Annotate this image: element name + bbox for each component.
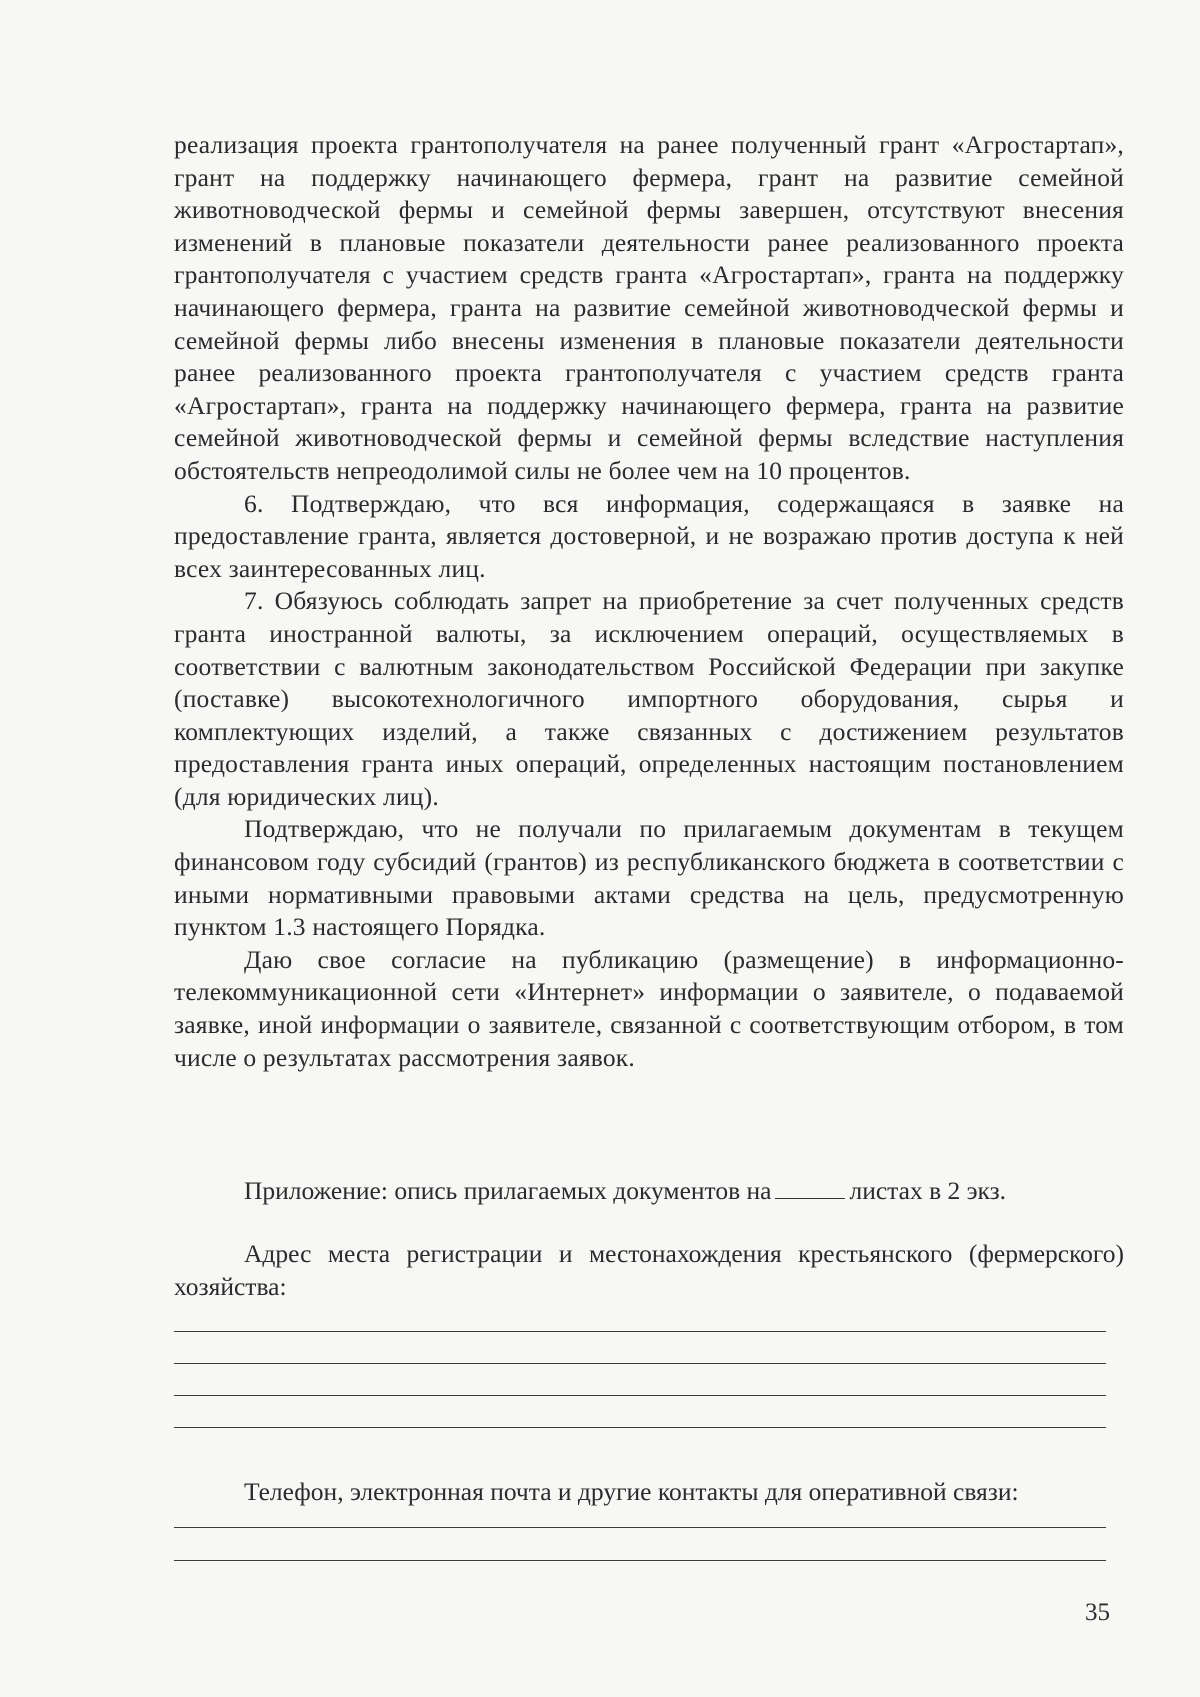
address-blank-line-1 [174,1331,1106,1332]
main-text [174,129,1124,1074]
address-section [174,1238,1124,1303]
attachment-text-after: листах в 2 экз. [849,1176,1007,1205]
contacts-blank-line-1 [174,1527,1106,1528]
contacts-blank-line-2 [174,1560,1106,1561]
paragraph-7: 7. Обязуюсь соблюдать запрет на приобретение за счет полученных средств гранта иностранной валюты, за исключением операций, осуществляемых в соответствии с валютным законодательством Российской Федерации при закупке (поставке) высокотехнологичного импортного оборудования, сырья и комплектующих изделий, а также связанных с достижением результатов предоставления гранта иных операций, определенных настоящим постановлением (для юридических лиц). [174,586,1124,811]
paragraph-confirm: Подтверждаю, что не получали по прилагаемым документам в текущем финансовом году субсидий (грантов) из республиканского бюджета в соответствии с иными нормативными правовыми актами средства на цель, предусмотренную пунктом 1.3 настоящего Порядка. [174,814,1124,942]
page-number: 35 [1085,1599,1110,1626]
attachment-line [244,1175,1006,1208]
contacts-label: Телефон, электронная почта и другие контакты для оперативной связи: [244,1477,1019,1506]
address-blank-line-4 [174,1427,1106,1428]
paragraph-continuation: реализация проекта грантополучателя на ранее полученный грант «Агростартап», грант на поддержку начинающего фермера, грант на развитие семейной животноводческой фермы и семейной фермы завершен, отсутствуют внесения изменений в плановые показатели деятельности ранее реализованного проекта грантополучателя с участием средств гранта «Агростартап», гранта на поддержку начинающего фермера, гранта на развитие семейной животноводческой фермы и семейной фермы либо внесены изменения в плановые показатели деятельности ранее реализованного проекта грантополучателя с участием средств гранта «Агростартап», гранта на поддержку начинающего фермера, гранта на развитие семейной животноводческой фермы и семейной фермы вследствие наступления обстоятельств непреодолимой силы не более чем на 10 процентов. [174,130,1124,485]
attachment-sheets-blank [775,1197,845,1199]
address-label: Адрес места регистрации и местонахождения крестьянского (фермерского) хозяйства: [174,1239,1124,1301]
attachment-text-before: Приложение: опись прилагаемых документов на [244,1176,772,1205]
paragraph-6: 6. Подтверждаю, что вся информация, содержащаяся в заявке на предоставление гранта, является достоверной, и не возражаю против доступа к ней всех заинтересованных лиц. [174,488,1124,583]
address-blank-line-2 [174,1363,1106,1364]
address-blank-line-3 [174,1395,1106,1396]
paragraph-consent: Даю свое согласие на публикацию (размещение) в информационно-телекоммуникационной сети «Интернет» информации о заявителе, о подаваемой заявке, иной информации о заявителе, связанной с соответствующим отбором, в том числе о результатах рассмотрения заявок. [174,944,1124,1072]
